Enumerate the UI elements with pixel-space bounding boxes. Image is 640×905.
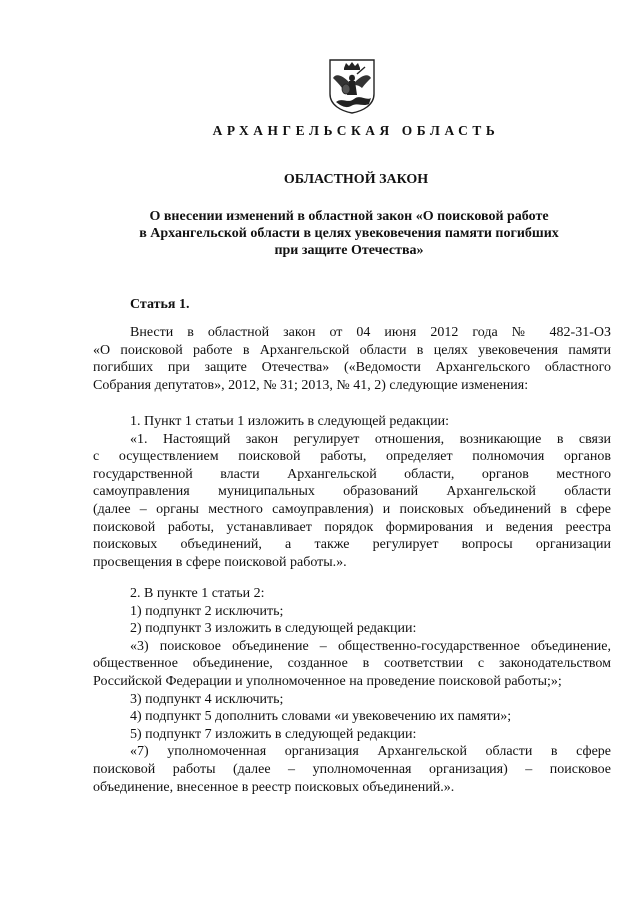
text-line: «3) поисковое объединение – общественно-государственное объединение, <box>130 638 611 654</box>
region-name: АРХАНГЕЛЬСКАЯ ОБЛАСТЬ <box>212 123 500 138</box>
text-line: погибших при защите Отечества» («Ведомости Архангельского областного <box>93 360 611 376</box>
law-title-line: при защите Отечества» <box>274 243 424 258</box>
text-line: самоуправления муниципальных образований Архангельской области <box>93 484 611 500</box>
law-title-line: О внесении изменений в областной закон «О поисковой работе <box>149 209 549 224</box>
text-line: (далее – органы местного самоуправления) и поисковых объединений в сфере <box>93 501 611 517</box>
text-line: государственной власти Архангельской области, органов местного <box>93 466 611 482</box>
item-heading: 2. В пункте 1 статьи 2: <box>130 586 265 601</box>
text-line: поисковой работы, устанавливает порядок формирования и ведения реестра <box>93 519 611 535</box>
coat-of-arms-icon <box>327 58 377 114</box>
text-line: Собрания депутатов», 2012, № 31; 2013, № 41, 2) следующие изменения: <box>93 377 529 393</box>
text-line: объединение, внесенное в реестр поисковых объединений.». <box>93 779 455 795</box>
subitem-line: 3) подпункт 4 исключить; <box>130 691 284 707</box>
text-line: поисковых объединений, а также регулирует вопросы организации <box>93 537 611 553</box>
subitem-line: 5) подпункт 7 изложить в следующей редакции: <box>130 726 417 742</box>
subitem-line: 4) подпункт 5 дополнить словами «и увековечению их памяти»; <box>130 709 512 725</box>
text-line: просвещения в сфере поисковой работы.». <box>93 554 347 570</box>
text-line: Российской Федерации и уполномоченное на проведение поисковой работы;»; <box>93 673 562 689</box>
item-1-section <box>93 413 611 571</box>
text-line: «1. Настоящий закон регулирует отношения, возникающие в связи <box>130 431 611 447</box>
subitem-line: 1) подпункт 2 исключить; <box>130 603 284 619</box>
law-title-line: в Архангельской области в целях увековечения памяти погибших <box>139 226 559 241</box>
text-line: поисковой работы (далее – уполномоченная организация) – поисковое <box>93 761 611 777</box>
subitem-line: 2) подпункт 3 изложить в следующей редакции: <box>130 621 417 637</box>
text-line: Внести в областной закон от 04 июня 2012 года № 482-31-ОЗ <box>130 325 611 340</box>
item-2-section <box>93 585 611 796</box>
law-title <box>118 208 580 259</box>
article-heading: Статья 1. <box>130 297 190 312</box>
item-heading: 1. Пункт 1 статьи 1 изложить в следующей редакции: <box>130 414 449 429</box>
text-line: «7) уполномоченная организация Архангельской области в сфере <box>130 744 611 760</box>
text-line: «О поисковой работе в Архангельской области в целях увековечения памяти <box>93 342 611 358</box>
text-line: с осуществлением поисковой работы, определяет полномочия органов <box>93 449 611 465</box>
law-type-heading: ОБЛАСТНОЙ ЗАКОН <box>283 172 429 187</box>
text-line: общественное объединение, созданное в соответствии с законодательством <box>93 656 611 672</box>
article-intro-paragraph <box>93 324 611 394</box>
